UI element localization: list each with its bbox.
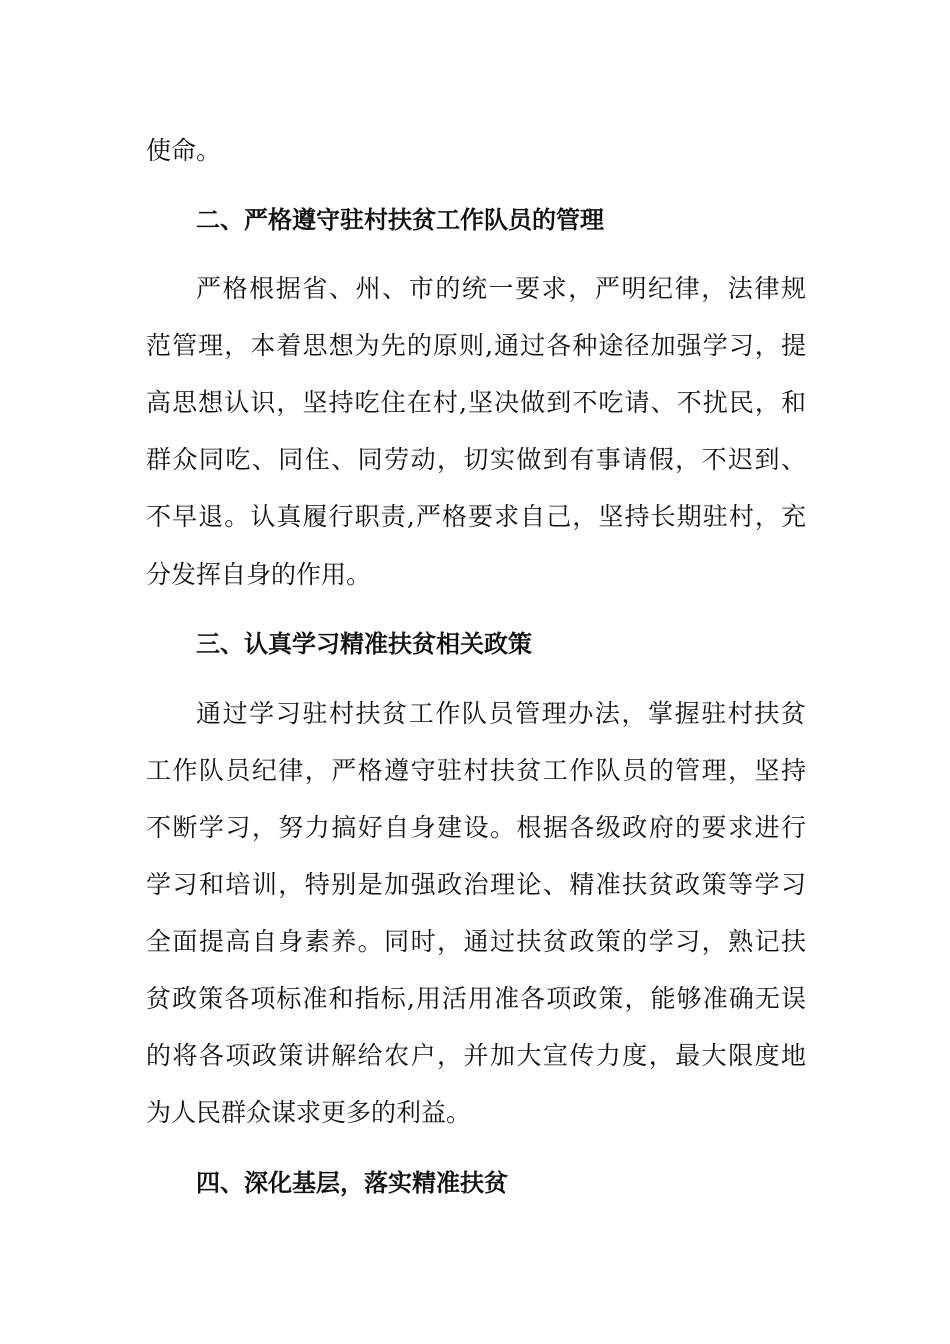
paragraph-line: 范管理，本着思想为先的原则,通过各种途径加强学习，提 xyxy=(146,331,806,360)
paragraph-line: 严格根据省、州、市的统一要求，严明纪律，法律规 xyxy=(196,274,806,303)
paragraph-line: 不断学习，努力搞好自身建设。根据各级政府的要求进行 xyxy=(146,813,806,842)
section-heading-3: 三、认真学习精准扶贫相关政策 xyxy=(196,630,532,658)
paragraph-line: 学习和培训，特别是加强政治理论、精准扶贫政策等学习 xyxy=(146,870,806,899)
paragraph-line: 全面提高自身素养。同时，通过扶贫政策的学习，熟记扶 xyxy=(146,927,806,956)
paragraph-line: 贫政策各项标准和指标,用活用准各项政策，能够准确无误 xyxy=(146,984,806,1013)
paragraph-line: 分发挥自身的作用。 xyxy=(146,560,372,589)
section-heading-4: 四、深化基层，落实精准扶贫 xyxy=(196,1169,508,1197)
paragraph-line: 高思想认识，坚持吃住在村,坚决做到不吃请、不扰民，和 xyxy=(146,388,806,417)
paragraph-line: 通过学习驻村扶贫工作队员管理办法，掌握驻村扶贫 xyxy=(196,699,806,728)
paragraph-line: 使命。 xyxy=(146,136,222,165)
paragraph-line: 为人民群众谋求更多的利益。 xyxy=(146,1098,472,1127)
paragraph-line: 工作队员纪律，严格遵守驻村扶贫工作队员的管理，坚持 xyxy=(146,756,806,785)
paragraph-line: 不早退。认真履行职责,严格要求自己，坚持长期驻村，充 xyxy=(146,502,806,531)
paragraph-line: 群众同吃、同住、同劳动，切实做到有事请假，不迟到、 xyxy=(146,445,806,474)
section-heading-2: 二、严格遵守驻村扶贫工作队员的管理 xyxy=(196,206,604,234)
paragraph-line: 的将各项政策讲解给农户，并加大宣传力度，最大限度地 xyxy=(146,1041,806,1070)
